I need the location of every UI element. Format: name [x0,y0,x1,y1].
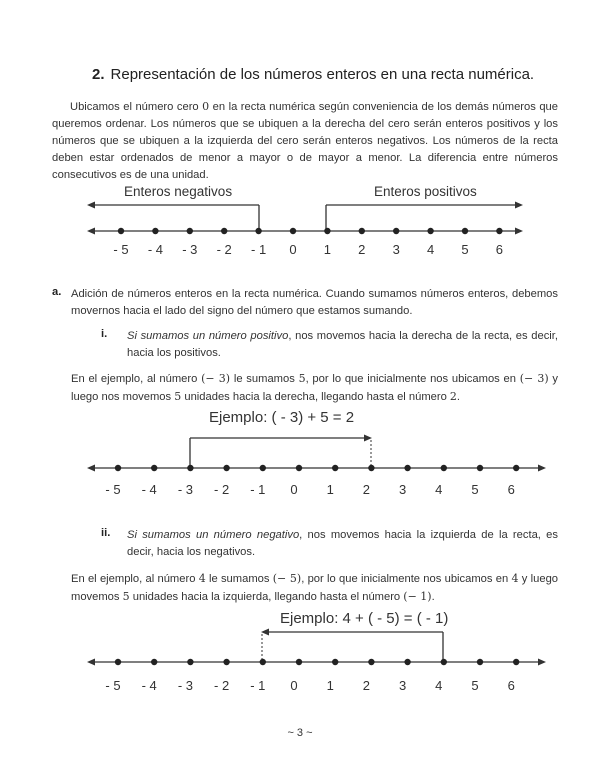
negatives-label: Enteros negativos [124,184,233,199]
tick-label: - 2 [214,482,230,497]
number-line-1 [0,178,600,262]
tick-label: 4 [435,482,443,497]
number-point [187,465,193,471]
number-point [393,228,399,234]
number-point [513,465,519,471]
tick-label: - 1 [250,482,266,497]
number-point [404,465,410,471]
section-title: Representación de los números enteros en una recta numérica. [110,66,535,83]
number-point [221,228,227,234]
positives-label: Enteros positivos [374,184,477,199]
positives-arrowhead [515,202,523,209]
item-ii-marker: ii. [101,527,111,539]
tick-label: 4 [426,242,435,257]
example-1-title: Ejemplo: ( - 3) + 5 = 2 [209,409,355,426]
tick-label: - 4 [141,482,157,497]
number-point [223,465,229,471]
tick-label: 2 [362,678,371,693]
axis-left-arrowhead [87,228,95,235]
number-point [296,659,302,665]
section-heading [92,66,534,83]
tick-label: - 4 [141,678,157,693]
number-point [255,228,261,234]
tick-label: 0 [290,482,298,497]
number-line-3 [0,603,600,701]
number-point [151,659,157,665]
number-point [368,465,374,471]
tick-label: 3 [392,242,400,257]
axis-right-arrowhead [515,228,523,235]
negatives-arrowhead [87,202,95,209]
tick-label: 3 [398,678,407,693]
number-point [115,659,121,665]
example-2-paragraph: En el ejemplo, al número 4 le sumamos (− 5), por lo que inicialmente nos ubicamos en 4 y luego movemos 5 unidades hacia la izquierda, llegando hasta el número (− 1). [71,572,559,603]
tick-label: 1 [326,678,334,693]
number-point [187,659,193,665]
tick-label: - 5 [113,242,129,257]
tick-label: 0 [290,678,298,693]
math-zero: 0 [202,100,210,113]
tick-label: - 3 [182,242,198,257]
intro-paragraph: Ubicamos el número cero 0 en la recta numérica según conveniencia de los demás números que queremos ordenar. Los números que se ubiquen a la derecha del cero serán enteros positivos y los números que se ubiquen a la izquierda del cero serán enteros negativos. Los números de la recta deben estar ordenados de menor a mayor o de mayor a menor. La diferencia entre números consecutivos es de una unidad. [52,100,559,181]
item-ii-text: Si sumamos un número negativo, nos movemos hacia la izquierda de la recta, es decir, hacia los negativos. [127,529,558,558]
axis-tick-labels [105,678,514,693]
number-point [260,465,266,471]
number-point [404,659,410,665]
item-a-marker: a. [52,286,62,298]
number-point [118,228,124,234]
number-point [513,659,519,665]
tick-label: 1 [326,482,334,497]
number-point [496,228,502,234]
page-number: ~ 3 ~ [287,727,313,739]
tick-label: 4 [435,678,443,693]
tick-label: - 3 [177,678,193,693]
tick-label: 0 [289,242,297,257]
tick-label: 3 [398,482,407,497]
axis-tick-labels [105,482,514,497]
tick-label: - 1 [251,242,267,257]
number-point [290,228,296,234]
number-point [359,228,365,234]
tick-label: 6 [507,482,515,497]
item-i-marker: i. [101,328,108,340]
tick-label: 1 [323,242,332,257]
number-point [427,228,433,234]
item-a-text: Adición de números enteros en la recta numérica. Cuando sumamos números enteros, debemos movernos hacia el lado del signo del número que estamos sumando. [71,288,558,317]
number-point [332,465,338,471]
number-point [477,465,483,471]
tick-label: 5 [471,678,479,693]
number-point [441,465,447,471]
number-point [368,659,374,665]
tick-label: 6 [507,678,515,693]
number-point [152,228,158,234]
axis-tick-labels [113,242,503,257]
number-point [115,465,121,471]
number-point [441,659,447,665]
tick-label: 5 [471,482,479,497]
tick-label: - 2 [216,242,232,257]
number-point [324,228,330,234]
number-point [223,659,229,665]
number-point [187,228,193,234]
number-point [296,465,302,471]
tick-label: - 5 [105,482,121,497]
tick-label: - 3 [177,482,193,497]
section-number: 2. [92,66,105,83]
number-point [462,228,468,234]
number-point [332,659,338,665]
example-1-paragraph: En el ejemplo, al número (− 3) le sumamos 5, por lo que inicialmente nos ubicamos en (− 3) y luego nos movemos 5 unidades hacia la derecha, llegando hasta el número 2. [71,372,559,403]
tick-label: 5 [461,242,469,257]
number-point [260,659,266,665]
tick-label: 2 [362,482,371,497]
tick-label: 6 [495,242,504,257]
tick-label: - 1 [250,678,266,693]
number-line-2 [0,402,600,500]
tick-label: - 5 [105,678,121,693]
item-i-text: Si sumamos un número positivo, nos movemos hacia la derecha de la recta, es decir, hacia los positivos. [127,330,558,359]
example-2-title: Ejemplo: 4 + ( - 5) = ( - 1) [280,610,449,627]
number-point [477,659,483,665]
tick-label: - 2 [214,678,230,693]
number-point [151,465,157,471]
tick-label: - 4 [147,242,163,257]
tick-label: 2 [358,242,366,257]
